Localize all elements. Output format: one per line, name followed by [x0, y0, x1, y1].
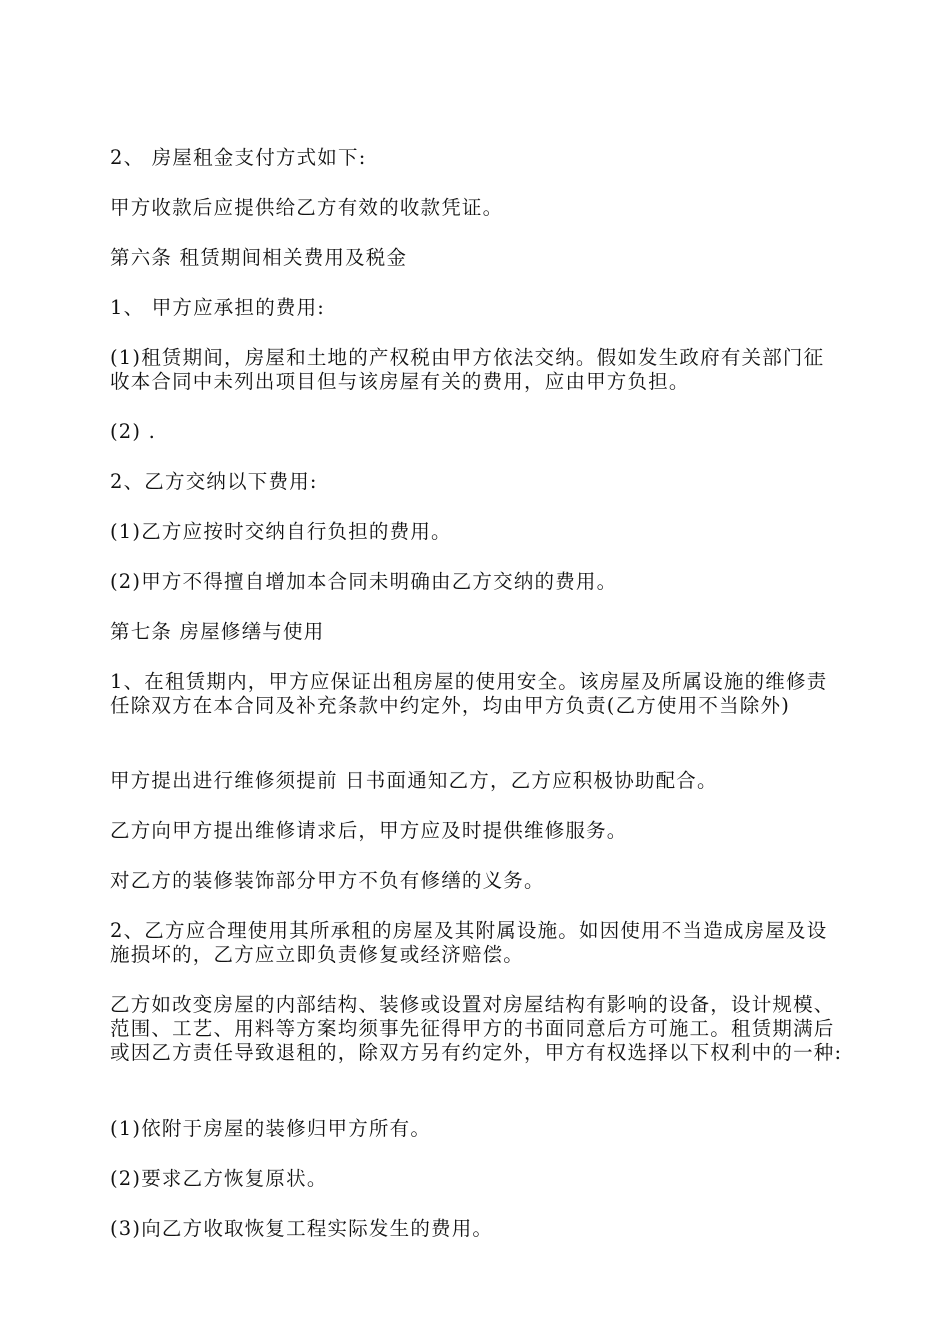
paragraph-decoration-obligation: 对乙方的装修装饰部分甲方不负有修缮的义务。	[110, 869, 545, 892]
paragraph-proper-use: 2、乙方应合理使用其所承租的房屋及其附属设施。如因使用不当造成房屋及设施损坏的，乙方应立即负责修复或经济赔偿。	[110, 919, 828, 966]
paragraph-rent-payment: 2、 房屋租金支付方式如下:	[110, 146, 367, 169]
paragraph-structure-change: 乙方如改变房屋的内部结构、装修或设置对房屋结构有影响的设备，设计规模、范围、工艺、用料等方案均须事先征得甲方的书面同意后方可施工。租赁期满后或因乙方责任导致退租的，除双方另有约定外，甲方有权选择以下权利中的一种:	[110, 993, 843, 1064]
paragraph-repair-notice: 甲方提出进行维修须提前 日书面通知乙方，乙方应积极协助配合。	[110, 769, 718, 792]
paragraph-property-tax: (1)租赁期间，房屋和土地的产权税由甲方依法交纳。假如发生政府有关部门征收本合同中未列出项目但与该房屋有关的费用，应由甲方负担。	[110, 346, 825, 393]
paragraph-party-a-fees: 1、 甲方应承担的费用:	[110, 296, 326, 319]
paragraph-option-3: (3)向乙方收取恢复工程实际发生的费用。	[110, 1217, 494, 1240]
paragraph-option-2: (2)要求乙方恢复原状。	[110, 1167, 328, 1190]
paragraph-repair-request: 乙方向甲方提出维修请求后，甲方应及时提供维修服务。	[110, 819, 628, 842]
paragraph-party-b-fees: 2、乙方交纳以下费用:	[110, 470, 318, 493]
paragraph-party-b-pay-on-time: (1)乙方应按时交纳自行负担的费用。	[110, 520, 452, 543]
paragraph-receipt: 甲方收款后应提供给乙方有效的收款凭证。	[110, 196, 504, 219]
heading-article-6: 第六条 租赁期间相关费用及税金	[110, 246, 408, 269]
paragraph-no-extra-fees: (2)甲方不得擅自增加本合同未明确由乙方交纳的费用。	[110, 570, 618, 593]
paragraph-item-2-blank: (2) .	[110, 420, 157, 443]
heading-article-7: 第七条 房屋修缮与使用	[110, 620, 325, 643]
paragraph-option-1: (1)依附于房屋的装修归甲方所有。	[110, 1117, 432, 1140]
paragraph-repair-responsibility: 1、在租赁期内，甲方应保证出租房屋的使用安全。该房屋及所属设施的维修责任除双方在本合同及补充条款中约定外，均由甲方负责(乙方使用不当除外)	[110, 670, 828, 717]
